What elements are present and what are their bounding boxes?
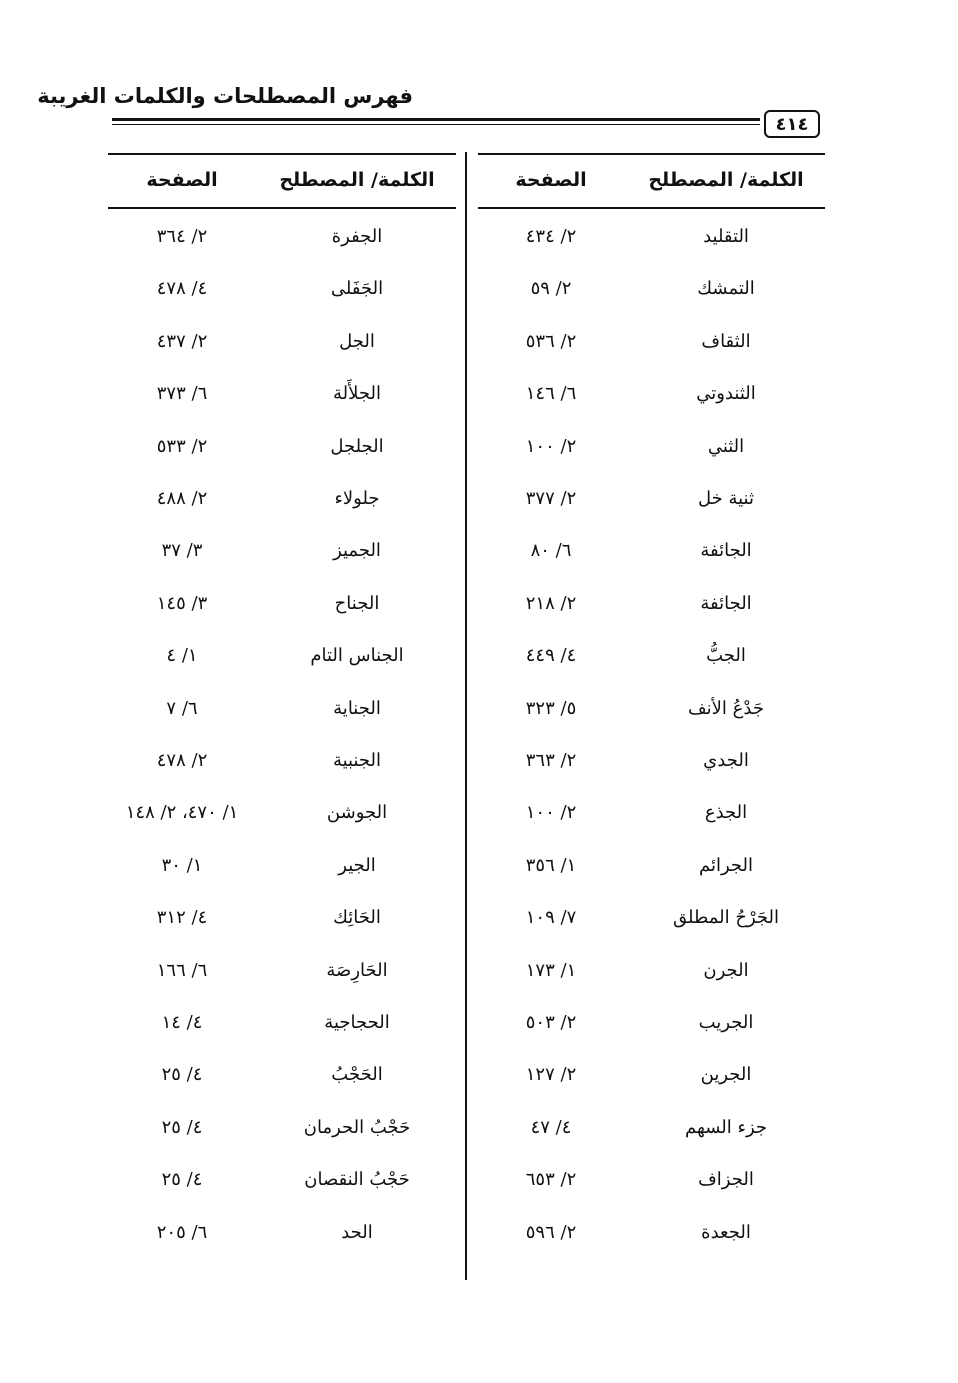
left-row-page: ٢/ ٣٦٤ — [156, 226, 208, 247]
left-row-term: حَجْبُ النقصان — [304, 1169, 410, 1190]
header-rule-thick — [112, 118, 760, 121]
column-divider — [465, 152, 467, 1280]
left-row-term: الحجاجية — [324, 1012, 390, 1033]
left-row-term: الجناية — [333, 698, 381, 719]
left-row-page: ٤/ ٢٥ — [161, 1064, 203, 1085]
left-row-page: ٤/ ١٤ — [161, 1012, 203, 1033]
right-row-page: ٢/ ٣٧٧ — [525, 488, 577, 509]
right-row-page: ٢/ ٥٩٦ — [525, 1222, 577, 1243]
left-row-term: الجفرة — [331, 226, 383, 247]
right-row-page: ٢/ ١٢٧ — [525, 1064, 577, 1085]
left-row-page: ٦/ ١٦٦ — [156, 960, 208, 981]
page-number-badge: ٤١٤ — [764, 110, 820, 138]
right-table-top-rule — [478, 153, 825, 155]
right-row-term: الجعدة — [701, 1222, 751, 1243]
right-row-term: الجبُّ — [706, 645, 746, 666]
right-row-term: الجرين — [700, 1064, 752, 1085]
right-row-page: ٢/ ١٠٠ — [525, 436, 577, 457]
left-row-page: ٤/ ٢٥ — [161, 1169, 203, 1190]
left-row-page: ٦/ ٣٧٣ — [156, 383, 208, 404]
left-row-term: الحَجْبُ — [331, 1064, 383, 1085]
right-row-page: ١/ ٣٥٦ — [525, 855, 577, 876]
right-header-page: الصفحة — [515, 169, 587, 191]
right-row-term: جَدْعُ الأنف — [688, 698, 764, 719]
left-row-page: ٤/ ٣١٢ — [156, 907, 208, 928]
header-rule-thin — [112, 124, 760, 125]
left-row-page: ٢/ ٤٣٧ — [156, 331, 208, 352]
right-row-term: الجزاف — [698, 1169, 754, 1190]
left-row-term: حَجْبُ الحرمان — [303, 1117, 411, 1138]
left-row-term: الجلجل — [330, 436, 384, 457]
right-row-term: الجدي — [703, 750, 749, 771]
right-row-page: ٤/ ٤٧ — [530, 1117, 572, 1138]
right-row-page: ١/ ١٧٣ — [525, 960, 577, 981]
left-row-term: الجناح — [334, 593, 380, 614]
left-row-page: ٦/ ٢٠٥ — [156, 1222, 208, 1243]
left-row-term: الجوشن — [326, 802, 388, 823]
left-row-page: ٤/ ٤٧٨ — [156, 278, 208, 299]
right-row-term: الثني — [707, 436, 745, 457]
left-row-page: ٢/ ٤٨٨ — [156, 488, 208, 509]
right-row-term: التقليد — [703, 226, 749, 247]
left-row-term: الحَائِك — [333, 907, 381, 928]
right-row-term: الجرن — [703, 960, 749, 981]
right-row-term: الجذع — [704, 802, 748, 823]
left-row-term: الجناس التام — [310, 645, 404, 666]
right-row-term: التمشك — [697, 278, 755, 299]
right-header-term: الكلمة/ المصطلح — [648, 169, 804, 191]
left-table-top-rule — [108, 153, 456, 155]
left-row-term: الجلأَلة — [333, 383, 381, 404]
right-row-page: ٧/ ١٠٩ — [525, 907, 577, 928]
right-row-page: ٢/ ٥٩ — [530, 278, 572, 299]
left-table-header-rule — [108, 207, 456, 209]
page-title: فهرس المصطلحات والكلمات الغريبة — [37, 84, 413, 108]
left-header-page: الصفحة — [146, 169, 218, 191]
left-row-term: الجميز — [333, 540, 381, 561]
right-row-term: ثنية خل — [697, 488, 755, 509]
left-row-term: الجير — [338, 855, 376, 876]
left-row-page: ٣/ ١٤٥ — [156, 593, 208, 614]
left-row-page: ٦/ ٧ — [166, 698, 198, 719]
left-row-term: الجَفَلى — [330, 278, 384, 299]
left-row-term: الحَارِصَة — [326, 960, 388, 981]
right-row-term: الجائفة — [700, 593, 752, 614]
left-header-term: الكلمة/ المصطلح — [279, 169, 435, 191]
right-row-page: ٤/ ٤٤٩ — [525, 645, 577, 666]
right-row-page: ٥/ ٣٢٣ — [525, 698, 577, 719]
right-row-page: ٢/ ٣٦٣ — [525, 750, 577, 771]
right-row-page: ٢/ ٤٣٤ — [525, 226, 577, 247]
left-row-term: الحد — [341, 1222, 373, 1243]
right-row-page: ٢/ ٥٠٣ — [525, 1012, 577, 1033]
left-row-term: الجل — [339, 331, 375, 352]
left-row-term: جلولاء — [334, 488, 380, 509]
right-row-page: ٢/ ٢١٨ — [525, 593, 577, 614]
right-row-page: ٢/ ٦٥٣ — [525, 1169, 577, 1190]
right-row-term: الجائفة — [700, 540, 752, 561]
left-row-page: ١/ ٣٠ — [161, 855, 203, 876]
left-row-page: ٢/ ٤٧٨ — [156, 750, 208, 771]
left-row-page: ١/ ٤٧٠، ٢/ ١٤٨ — [125, 802, 239, 823]
right-table-header-rule — [478, 207, 825, 209]
right-row-term: جزء السهم — [684, 1117, 768, 1138]
right-row-page: ٦/ ٨٠ — [530, 540, 572, 561]
right-row-term: الجرائم — [698, 855, 754, 876]
right-row-term: الثقاف — [701, 331, 751, 352]
left-row-page: ٣/ ٣٧ — [161, 540, 203, 561]
right-row-term: الجريب — [698, 1012, 754, 1033]
right-row-page: ٦/ ١٤٦ — [525, 383, 577, 404]
right-row-term: الثندوتي — [696, 383, 756, 404]
left-row-page: ١/ ٤ — [166, 645, 198, 666]
left-row-term: الجنبية — [332, 750, 382, 771]
left-row-page: ٤/ ٢٥ — [161, 1117, 203, 1138]
right-row-page: ٢/ ١٠٠ — [525, 802, 577, 823]
right-row-page: ٢/ ٥٣٦ — [525, 331, 577, 352]
right-row-term: الجَرْحُ المطلق — [672, 907, 780, 928]
left-row-page: ٢/ ٥٣٣ — [156, 436, 208, 457]
